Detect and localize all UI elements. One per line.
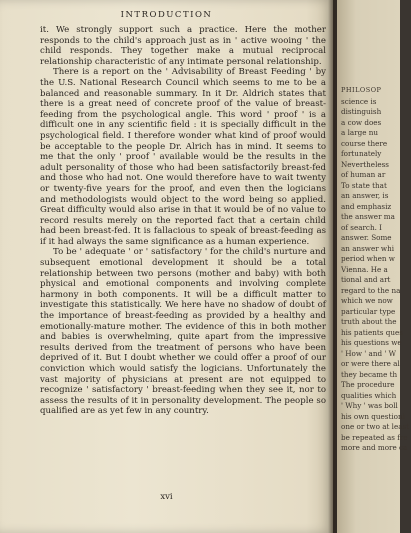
right-page-line: more and more ca [341, 443, 408, 452]
right-page-line: and emphasiz [341, 201, 392, 211]
right-running-head: PHILOSOP [341, 86, 382, 94]
right-page-line: Nevertheless [341, 159, 389, 169]
right-page-line: be repeated as fre [341, 432, 408, 442]
right-page-line: one or two at least [341, 422, 410, 431]
right-page-line: To state that [341, 180, 387, 190]
right-page-line: his own questioni [341, 411, 405, 421]
right-page-line: distinguish [341, 107, 382, 116]
right-page-line: ' Why ' was boll [341, 401, 398, 410]
right-page-line: science is [341, 96, 377, 106]
right-page-line: truth about the [341, 317, 397, 326]
right-page-text [341, 85, 411, 454]
right-page [337, 0, 410, 533]
right-page-line: they became th [341, 369, 398, 379]
right-page-line: qualities which [341, 390, 397, 400]
right-page-line: period when w [341, 254, 395, 263]
paragraph-3: To be ' adequate ' or ' satisfactory ' for the child's nurture and subsequent emotional development it should be a total relationship between two persons (mother and baby) with both physical and emotional components and involving complete harmony in both components. It will be a difficult matter to investigate this statistically. We here have no shadow of doubt of the importance of breast-feeding as provided by a healthy and emotionally-mature mother. The evidence of this in both mother and babies is overwhelming, quite apart from the impressive results derived from the treatment of persons who have been deprived of it. But I doubt whether we could offer a proof of our conviction which would satisfy the logicians. Unfortunately the vast majority of physicians at present are not equipped to recognize ' satisfactory ' breast-feeding when they see it, nor to assess the results of it in personality development. The people so qualified are as yet few in any country. [40, 247, 326, 417]
right-page-line: a large nu [341, 128, 378, 137]
right-page-line: which we now [341, 296, 393, 305]
paragraph-1: it. We strongly support such a practice. Here the mother responds to the child's approach just as in ' active wooing ' the child responds. They together make a mutual reciprocal relationship characteristic of any intimate personal relationship. [40, 25, 326, 67]
right-page-line: fortunately [341, 149, 382, 158]
right-page-line: answer. Some [341, 233, 392, 242]
right-page-line: an answer whi [341, 243, 395, 253]
right-page-line: ' How ' and ' W [341, 348, 397, 358]
right-page-line: regard to the na [341, 285, 401, 295]
right-page-line: particular type [341, 306, 396, 316]
paragraph-2: There is a report on the ' Advisability of Breast Feeding ' by the U.S. National Research Council which seems to me to be a balanced and reasonable summary. In it Dr. Aldrich states that there is a great need of concrete proof of the value of breast-feeding from the psychological angle. This word ' proof ' is a difficult one in any scientific field : it is specially difficult in the psychological field. I therefore wonder what kind of proof would be acceptable to the people Dr. Alrich has in mind. It seems to me that the only ' proof ' available would be the results in the adult personality of those who had been satisfactorily breast-fed and those who had not. One would therefore have to wait twenty or twenty-five years for the proof, and even then the logicians and methodologists would object to the word being so applied. Great difficulty would also arise in that it would be of no value to record results merely on the reported fact that a certain child had been breast-fed. It is fallacious to speak of breast-feeding as if it had always the same significance as a human experience. [40, 67, 326, 247]
right-page-line: Vienna. He a [341, 264, 388, 274]
right-page-line: tional and art [341, 275, 391, 284]
right-page-line: his patients ques [341, 327, 403, 337]
right-page-line: his questions we [341, 338, 402, 347]
right-page-line: of human ar [341, 170, 386, 179]
right-page-line: of search. I [341, 222, 382, 232]
right-page-line: the answer ma [341, 212, 395, 221]
body-text [40, 25, 326, 417]
right-page-line: or were there al [341, 359, 400, 368]
right-page-line: a cow does [341, 117, 382, 127]
running-head: INTRODUCTION [120, 10, 213, 20]
right-page-line: The procedure [341, 380, 395, 389]
page-number: xvi [160, 492, 173, 502]
right-page-line: an answer, is [341, 191, 389, 200]
right-page-line: course there [341, 138, 388, 148]
